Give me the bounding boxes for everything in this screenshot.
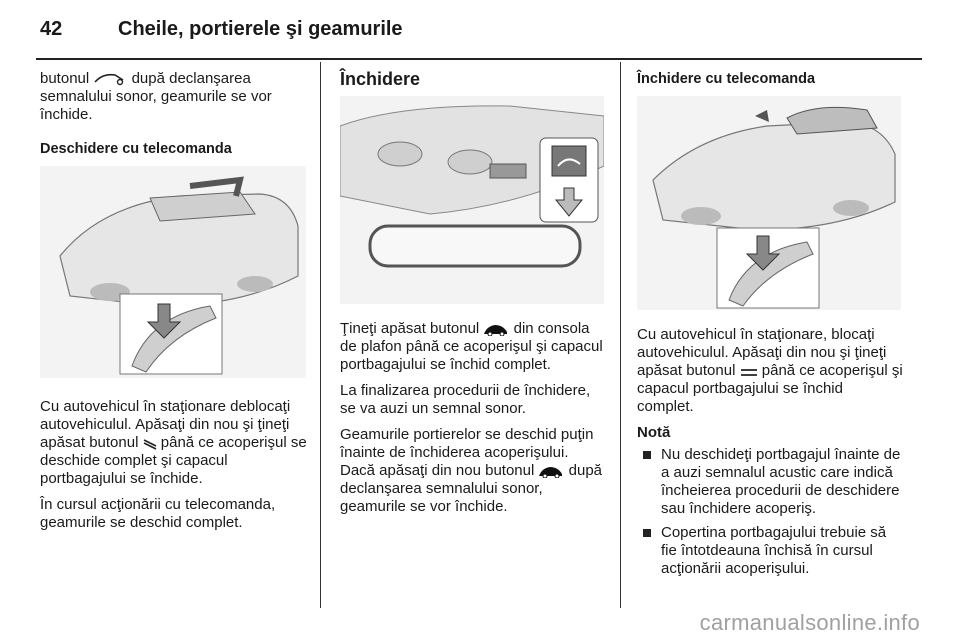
convertible-car-illustration: [637, 96, 901, 310]
figure-remote-open: [40, 166, 306, 378]
note-item: Nu deschideţi portbagajul înainte de a auzi semnalul acustic care indică încheierea procedurii de deschidere sau închidere acoperiş.: [637, 446, 903, 518]
header-rule: [36, 58, 922, 60]
page-number: 42: [40, 18, 63, 40]
ceiling-console-illustration: [340, 96, 604, 304]
paragraph: Geamurile portierelor se deschid puţin înainte de închiderea acoperişului. Dacă apăsaţi din nou butonul după declanşarea semnalului sonor, geamurile se vor închide.: [340, 426, 603, 515]
roof-open-button-icon: [143, 436, 157, 450]
paragraph: Cu autovehicul în staţionare deblocaţi autovehiculul. Apăsaţi din nou şi ţineţi apăsat butonul până ce acoperişul se deschide complet şi capacul portbagajului se închide.: [40, 398, 307, 487]
section-heading: Închidere: [340, 69, 421, 89]
roof-close-button-icon: [483, 322, 509, 336]
figure-remote-close: [637, 96, 901, 310]
note-label: Notă: [637, 424, 671, 441]
roof-button-icon: [93, 72, 127, 86]
paragraph: Ţineţi apăsat butonul din consola de plafon până ce acoperişul şi capacul portbagajului se închid complet.: [340, 320, 603, 373]
roof-close-remote-button-icon: [740, 366, 758, 378]
note-list: [637, 446, 903, 578]
section-heading: Deschidere cu telecomanda: [40, 141, 232, 157]
column-1: [40, 70, 308, 540]
column-divider-1: [320, 62, 321, 608]
paragraph: butonul după declanşarea semnalului sonor, geamurile se vor închide.: [40, 70, 272, 123]
roof-close-button-icon: [538, 464, 564, 478]
bullet: [643, 451, 651, 459]
convertible-car-illustration: [40, 166, 306, 378]
page-header: [40, 14, 920, 54]
column-divider-2: [620, 62, 621, 608]
paragraph: Cu autovehicul în staţionare, blocaţi autovehiculul. Apăsaţi din nou şi ţineţi apăsat butonul până ce acoperişul şi capacul portbagajului se închid complet.: [637, 326, 903, 415]
bullet: [643, 529, 651, 537]
section-heading: Închidere cu telecomanda: [637, 71, 816, 87]
note-item: Copertina portbagajului trebuie să fie întotdeauna închisă în cursul acţionării acoperişului.: [637, 524, 903, 578]
paragraph: În cursul acţionării cu telecomanda, geamurile se deschid complet.: [40, 496, 276, 531]
figure-ceiling-console: [340, 96, 604, 304]
column-2: [340, 70, 604, 524]
page-title: Cheile, portierele şi geamurile: [118, 18, 403, 40]
column-3: [637, 70, 903, 584]
paragraph: La finalizarea procedurii de închidere, se va auzi un semnal sonor.: [340, 382, 591, 417]
watermark: carmanualsonline.info: [699, 610, 920, 635]
